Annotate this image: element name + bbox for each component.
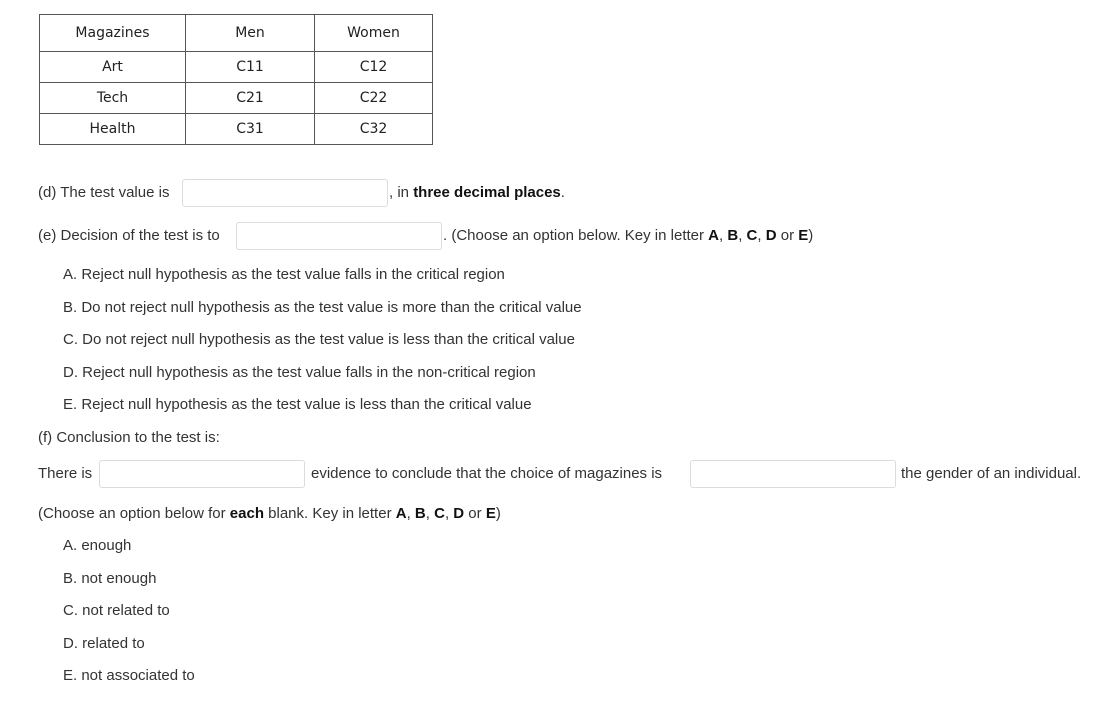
conclusion-text-2: evidence to conclude that the choice of magazines is bbox=[311, 465, 663, 482]
table-row bbox=[40, 83, 433, 114]
conclusion-option: D. related to bbox=[63, 635, 145, 652]
table-cell: Art bbox=[40, 52, 186, 83]
decision-option: B. Do not reject null hypothesis as the test value is more than the critical value bbox=[63, 299, 582, 316]
question-f-hint: (Choose an option below for each blank. Key in letter A, B, C, D or E) bbox=[38, 505, 501, 522]
table-header-cell: Men bbox=[186, 15, 315, 52]
conclusion-option: E. not associated to bbox=[63, 667, 195, 684]
table-cell: C11 bbox=[186, 52, 315, 83]
table-header-cell: Magazines bbox=[40, 15, 186, 52]
question-d-suffix: , in three decimal places. bbox=[389, 184, 565, 201]
table-cell: Tech bbox=[40, 83, 186, 114]
decision-input[interactable] bbox=[236, 222, 442, 250]
conclusion-option: B. not enough bbox=[63, 570, 157, 587]
question-e-hint: . (Choose an option below. Key in letter A, B, C, D or E) bbox=[443, 227, 814, 244]
conclusion-blank-1-input[interactable] bbox=[99, 460, 305, 488]
decision-option: C. Do not reject null hypothesis as the test value is less than the critical value bbox=[63, 331, 575, 348]
conclusion-blank-2-input[interactable] bbox=[690, 460, 896, 488]
table-cell: C32 bbox=[315, 114, 433, 145]
test-value-input[interactable] bbox=[182, 179, 388, 207]
question-f-heading: (f) Conclusion to the test is: bbox=[38, 429, 220, 446]
conclusion-text-3: the gender of an individual. bbox=[901, 465, 1082, 482]
question-d-label: (d) The test value is bbox=[38, 184, 170, 201]
table-row bbox=[40, 114, 433, 145]
table-cell: C22 bbox=[315, 83, 433, 114]
question-e-label: (e) Decision of the test is to bbox=[38, 227, 220, 244]
table-cell: Health bbox=[40, 114, 186, 145]
conclusion-option: A. enough bbox=[63, 537, 132, 554]
conclusion-text-1: There is bbox=[38, 465, 93, 482]
contingency-table bbox=[39, 14, 433, 145]
table-cell: C21 bbox=[186, 83, 315, 114]
decision-option: E. Reject null hypothesis as the test value is less than the critical value bbox=[63, 396, 532, 413]
decision-option: A. Reject null hypothesis as the test value falls in the critical region bbox=[63, 266, 505, 283]
table-cell: C31 bbox=[186, 114, 315, 145]
table-header-cell: Women bbox=[315, 15, 433, 52]
table-row bbox=[40, 52, 433, 83]
table-header-row bbox=[40, 15, 433, 52]
conclusion-option: C. not related to bbox=[63, 602, 170, 619]
decision-option: D. Reject null hypothesis as the test value falls in the non-critical region bbox=[63, 364, 536, 381]
table-cell: C12 bbox=[315, 52, 433, 83]
